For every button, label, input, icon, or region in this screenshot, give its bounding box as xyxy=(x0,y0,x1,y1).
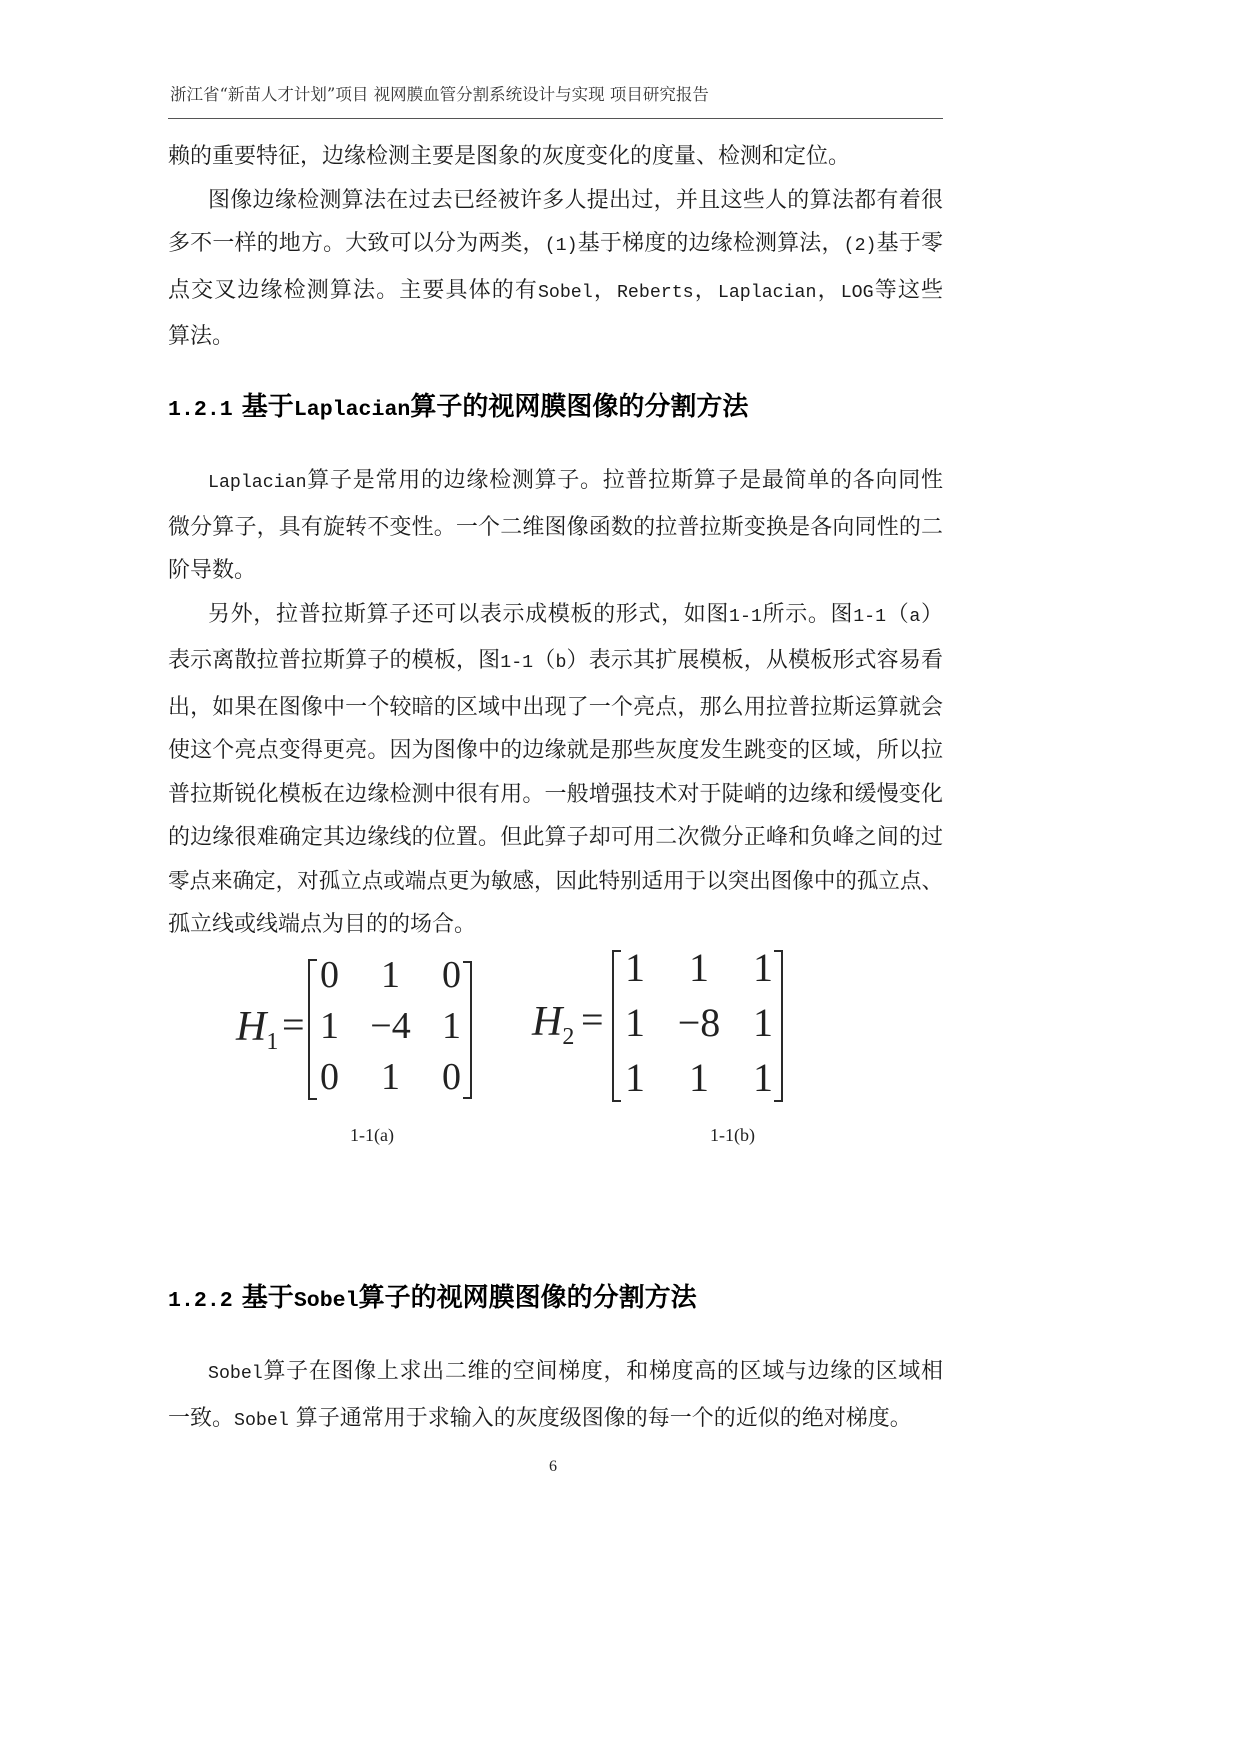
latin-text: Reberts xyxy=(616,282,694,303)
figure-caption-a: 1-1(a) xyxy=(350,1125,394,1145)
text-line: 微分算子，具有旋转不变性。一个二维图像函数的拉普拉斯变换是各向同性的二 xyxy=(168,514,943,540)
text-line: 图像边缘检测算法在过去已经被许多人提出过，并且这些人的算法都有着很 xyxy=(208,187,943,213)
latin-text: Sobel xyxy=(537,282,593,303)
latin-text: (1) xyxy=(544,236,578,256)
matrix-cell: 0 xyxy=(442,1056,461,1098)
figure-caption-b: 1-1(b) xyxy=(710,1125,755,1145)
matrix-h1-label xyxy=(236,1006,278,1054)
text-line: 点交叉边缘检测算法。主要具体的有Sobel，Reberts，Laplacian，LOG等这些 xyxy=(168,277,943,303)
matrix-subscript: 1 xyxy=(266,1029,279,1055)
section-heading-1-2-1: 1.2.1 基于Laplacian算子的视网膜图像的分割方法 xyxy=(168,392,749,422)
latin-text: a xyxy=(909,606,921,627)
matrix-cell: −8 xyxy=(677,1000,721,1045)
text-line: 普拉斯锐化模板在边缘检测中很有用。一般增强技术对于陡峭的边缘和缓慢变化 xyxy=(168,781,943,807)
matrix-cell: 0 xyxy=(442,954,461,996)
text-line: 表示离散拉普拉斯算子的模板，图1-1（b）表示其扩展模板，从模板形式容易看 xyxy=(168,648,943,673)
equals-sign: = xyxy=(581,997,604,1042)
latin-text: Laplacian xyxy=(293,398,411,422)
matrix-cell: 1 xyxy=(381,954,400,996)
matrix-cell: 1 xyxy=(753,1000,773,1045)
text-line: 算法。 xyxy=(168,324,235,349)
matrix-cell: 1 xyxy=(689,945,709,990)
matrix-h2-label xyxy=(532,1001,574,1049)
latin-text: 1.2.2 xyxy=(168,1289,233,1313)
matrix-cell: 1 xyxy=(625,945,645,990)
text-line: 出，如果在图像中一个较暗的区域中出现了一个亮点，那么用拉普拉斯运算就会 xyxy=(168,694,943,720)
matrix-symbol: H xyxy=(532,999,563,1045)
text-line: Laplacian算子是常用的边缘检测算子。拉普拉斯算子是最简单的各向同性 xyxy=(208,468,943,493)
text-line: 另外，拉普拉斯算子还可以表示成模板的形式，如图1-1所示。图1-1（a） xyxy=(208,601,943,627)
matrix-cell: 1 xyxy=(442,1005,461,1047)
latin-text: Laplacian xyxy=(717,282,817,303)
page-number: 6 xyxy=(549,1458,557,1475)
section-heading-1-2-2: 1.2.2 基于Sobel算子的视网膜图像的分割方法 xyxy=(168,1283,697,1313)
intro-paragraphs xyxy=(168,135,943,359)
section-1-2-1-paragraphs xyxy=(168,459,943,947)
equals-sign: = xyxy=(282,1002,305,1047)
right-bracket xyxy=(774,950,783,1102)
latin-text: b xyxy=(555,653,567,673)
latin-text: 1-1 xyxy=(500,653,534,673)
latin-text: 1-1 xyxy=(729,606,762,627)
right-bracket xyxy=(463,961,472,1099)
text-line: 多不一样的地方。大致可以分为两类，(1)基于梯度的边缘检测算法，(2)基于零 xyxy=(168,231,943,256)
header-rule xyxy=(168,118,943,119)
matrix-h2 xyxy=(603,940,795,1105)
latin-text: Sobel xyxy=(293,1289,359,1313)
matrix-cell: 1 xyxy=(625,1000,645,1045)
matrix-cell: 1 xyxy=(689,1055,709,1100)
matrix-subscript: 2 xyxy=(562,1024,575,1050)
matrix-cell: 1 xyxy=(625,1055,645,1100)
section-1-2-2-paragraphs xyxy=(168,1350,943,1443)
latin-text: Laplacian xyxy=(208,473,307,493)
latin-text: 1-1 xyxy=(853,606,887,627)
latin-text: (2) xyxy=(843,236,877,256)
latin-text: 1.2.1 xyxy=(168,398,233,422)
matrix-h1 xyxy=(299,950,482,1103)
text-line: 的边缘很难确定其边缘线的位置。但此算子却可用二次微分正峰和负峰之间的过 xyxy=(168,825,943,850)
text-line: 赖的重要特征，边缘检测主要是图象的灰度变化的度量、检测和定位。 xyxy=(168,144,851,169)
matrix-cell: −4 xyxy=(370,1005,411,1047)
text-line: 零点来确定，对孤立点或端点更为敏感，因此特别适用于以突出图像中的孤立点、 xyxy=(168,868,943,894)
matrix-cell: 1 xyxy=(381,1056,400,1098)
latin-text: LOG xyxy=(840,282,874,303)
running-header: 浙江省“新苗人才计划”项目 视网膜血管分割系统设计与实现 项目研究报告 xyxy=(170,85,709,104)
text-line: 孤立线或线端点为目的的场合。 xyxy=(168,912,477,937)
text-line: 使这个亮点变得更亮。因为图像中的边缘就是那些灰度发生跳变的区域，所以拉 xyxy=(168,738,943,763)
matrix-cell: 1 xyxy=(320,1005,339,1047)
text-line: 一致。Sobel 算子通常用于求输入的灰度级图像的每一个的近似的绝对梯度。 xyxy=(168,1405,912,1431)
latin-text: Sobel xyxy=(208,1364,263,1384)
text-line: Sobel算子在图像上求出二维的空间梯度，和梯度高的区域与边缘的区域相 xyxy=(208,1359,943,1384)
matrix-cell: 1 xyxy=(753,945,773,990)
matrix-cell: 0 xyxy=(320,1056,339,1098)
latin-text: Sobel xyxy=(234,1410,289,1431)
matrix-symbol: H xyxy=(236,1004,267,1050)
matrix-cell: 0 xyxy=(320,954,339,996)
text-line: 阶导数。 xyxy=(168,558,257,583)
matrix-cell: 1 xyxy=(753,1055,773,1100)
